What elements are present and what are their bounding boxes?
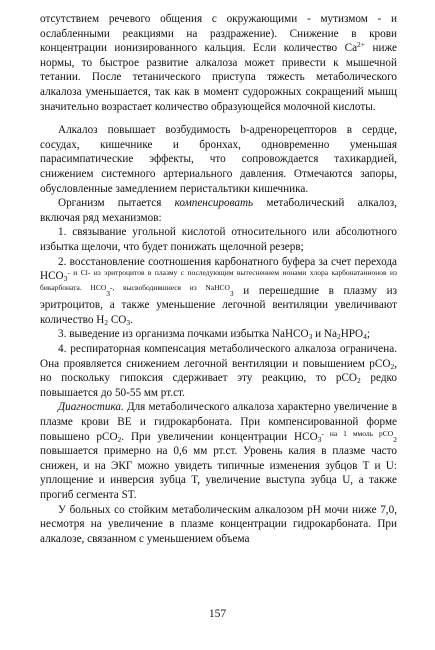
subscript: 3	[106, 288, 110, 298]
subscript: 3	[229, 288, 234, 298]
italic-term: компенсировать	[174, 197, 254, 210]
text: CO	[108, 313, 127, 326]
paragraph-urine-ph: У больных со стойким метаболическим алкалозом pH мочи ниже 7,0, несмотря на увеличение в плазме концентрации гидрокарбоната. При алкалозе, связанном с уменьшением объема	[40, 503, 397, 545]
text: метаболический алкалоз, включая ряд механизмов:	[40, 197, 397, 224]
mechanism-3	[40, 327, 397, 342]
paragraph-diagnostics	[40, 400, 397, 502]
text: 3. выведение из организма почками избытка NaHCO	[58, 328, 309, 341]
text: - на 1 ммоль pCO	[321, 428, 394, 438]
text: - из эритроцитов в плазму с последующим вытеснением ионами хлора карбонатанионов из бикарбоната. HCO	[40, 268, 397, 292]
paragraph-adrenoreceptors: Алкалоз повышает возбудимость b-адренорецепторов в сердце, сосудах, кишечнике и бронхах, одновременно уменьшая парасимпатические эффекты, что сопровождается тахикардией, снижением системного артериального давления. Отмечаются запоры, обусловленные замедлением перистальтики кишечника.	[40, 124, 397, 195]
text: 2. восстановление соотношения карбонатного буфера за счет перехода HCO	[40, 255, 397, 283]
italic-heading: Диагностика.	[58, 401, 124, 414]
mechanism-4	[40, 342, 397, 400]
text: . При увеличении концентрации HCO	[121, 430, 318, 443]
paragraph-gap	[40, 114, 397, 123]
text: отсутствием речевого общения с окружающими - мутизмом - и ослабленными реакциями на раздражение). Снижение в крови концентрации ионизированного кальция. Если количество Ca	[40, 13, 397, 55]
text: повышается примерно на 0,6 мм рт.ст. Уровень калия в плазме часто снижен, и на ЭКГ можно увидеть типичные изменения зубцов T и U: уплощение и инверсия зубца T, увеличение выступа зубца U, а также прогиб сегмента ST.	[40, 445, 397, 501]
subscript: 3	[317, 434, 322, 444]
text: ниже нормы, то быстрое развитие алкалоза может привести к мышечной тетании. После тетанического приступа тяжесть метаболического алкалоза уменьшается, так как в момент судорожных сокращений мышц значительно возрастает количество образующейся молочной кислоты.	[40, 42, 397, 113]
text: .	[130, 313, 133, 326]
subscript: 2	[104, 317, 109, 327]
subscript: 3	[126, 317, 131, 327]
mechanism-1: 1. связывание угольной кислотой относительного или абсолютного избытка щелочи, что будет понижать щелочной резерв;	[40, 226, 397, 253]
text: редко повышается до 50-55 мм рт.ст.	[40, 372, 397, 399]
text: Для метаболического алкалоза характерно увеличение в плазме крови BE и гидрокарбоната. При компенсированной форме повышено pCO	[40, 401, 397, 443]
text: 4. респираторная компенсация метаболического алкалоза ограничена. Она проявляется снижением легочной вентиляции и повышением pCO	[40, 343, 397, 370]
paragraph-calcium-tetany	[40, 12, 397, 114]
subscript: 2	[336, 332, 341, 342]
superscript: 2+	[357, 40, 366, 50]
text: -, высвободившиеся из NaHCO	[110, 282, 230, 292]
text: и Na	[312, 328, 337, 341]
subscript: 2	[357, 376, 361, 386]
subscript: 2	[390, 361, 395, 371]
subscript: 2	[117, 434, 122, 444]
subscript: 3	[63, 274, 68, 284]
subscript: 2	[393, 434, 397, 444]
paragraph-compensation-intro	[40, 196, 397, 225]
mechanism-2	[40, 255, 397, 328]
subscript: 4	[363, 332, 367, 342]
text: Организм пытается	[58, 197, 175, 210]
page-number: 157	[208, 608, 227, 620]
subscript: 3	[308, 332, 313, 342]
text: ;	[366, 328, 370, 341]
text: HPO	[340, 328, 364, 341]
superscript: - и Cl	[67, 268, 88, 278]
text: и перешедшие в плазму из эритроцитов, а также уменьшение легочной вентиляции увеличивают количество H	[40, 284, 398, 326]
text: , но поскольку гипоксия сдерживает эту реакцию, то pCO	[40, 357, 397, 385]
